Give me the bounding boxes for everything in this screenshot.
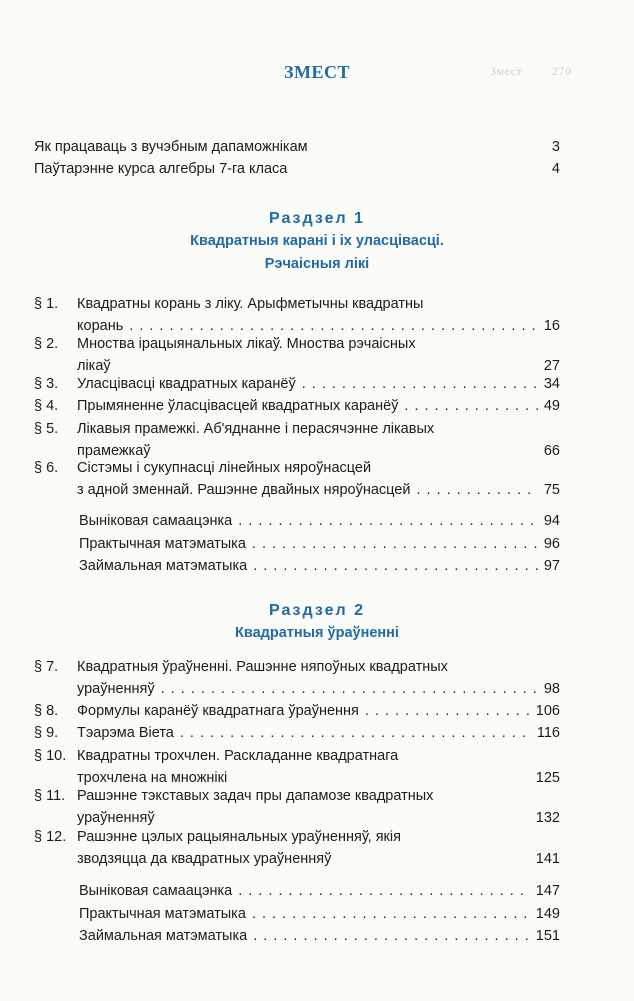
bleed-through-word: Змест: [490, 64, 523, 78]
para-number: § 1.: [34, 296, 59, 312]
section-heading: Раздзел 2: [268, 602, 365, 619]
para-number: § 3.: [34, 376, 59, 392]
section-subtitle-line: Рэчаісныя лікі: [264, 256, 370, 272]
para-number: § 9.: [34, 725, 59, 741]
entry-title-line: Квадратныя ўраўненні. Рашэнне няпоўных квадратных: [77, 659, 448, 675]
entry-title-line: трохчлена на множнікі: [77, 770, 228, 786]
page-title: [0, 62, 634, 83]
entry-title: Практычная матэматыка: [79, 536, 246, 552]
entry-title-line: Рашэнне тэкставых задач пры дапамозе квадратных: [77, 788, 434, 804]
entry-page: 49: [543, 398, 560, 414]
entry-title-line: зводзяцца да квадратных ураўненняў: [77, 851, 332, 867]
entry-title-line: Лікавыя прамежкі. Аб'яднанне і перасячэнне лікавых: [77, 421, 435, 437]
title-text: ЗМЕСТ: [283, 62, 350, 82]
entry-title: Займальная матэматыка: [79, 928, 248, 944]
entry-title: Выніковая самаацэнка: [79, 513, 233, 529]
section-2-heading: [0, 599, 634, 645]
para-number: § 6.: [34, 460, 59, 476]
entry-page: 132: [535, 810, 560, 826]
entry-page: 34: [543, 376, 560, 392]
entry-page: 98: [543, 681, 560, 697]
entry-title-line: Тэарэма Віета: [77, 725, 174, 741]
entry-page: 125: [535, 770, 560, 786]
para-number: § 12.: [34, 829, 67, 845]
entry-title: Практычная матэматыка: [79, 906, 246, 922]
entry-title: Паўтарэнне курса алгебры 7-га класа: [34, 161, 288, 177]
para-number: § 8.: [34, 703, 59, 719]
entry-page: 66: [543, 443, 560, 459]
entry-title-line: Квадратны трохчлен. Раскладанне квадратнага: [77, 748, 399, 764]
section-1-heading: [0, 207, 634, 276]
entry-page: 4: [551, 161, 560, 177]
entry-title-line: Формулы каранёў квадратнага ўраўнення: [77, 703, 359, 719]
entry-page: 151: [535, 928, 560, 944]
para-number: § 5.: [34, 421, 59, 437]
entry-page: 97: [543, 558, 560, 574]
entry-title: Выніковая самаацэнка: [79, 883, 233, 899]
entry-page: 27: [543, 358, 560, 374]
entry-title-line: корань: [77, 318, 124, 334]
entry-title-line: ураўненняў: [77, 681, 155, 697]
entry-page: 141: [535, 851, 560, 867]
para-number: § 4.: [34, 398, 59, 414]
entry-title-line: Рашэнне цэлых рацыянальных ураўненняў, якія: [77, 829, 401, 845]
entry-page: 116: [536, 725, 560, 741]
entry-page: 3: [551, 139, 560, 155]
entry-title-line: лікаў: [77, 358, 111, 374]
entry-title-line: Квадратны корань з ліку. Арыфметычны квадратны: [77, 296, 424, 312]
section-heading: Раздзел 1: [268, 210, 365, 227]
para-number: § 2.: [34, 336, 59, 352]
entry-title-line: ураўненняў: [77, 810, 155, 826]
entry-title-line: Сістэмы і сукупнасці лінейных няроўнасцей: [77, 460, 372, 476]
bleed-through-page-number: 270: [552, 64, 572, 78]
para-number: § 10.: [34, 748, 67, 764]
entry-title-line: прамежкаў: [77, 443, 151, 459]
entry-title-line: Прымяненне ўласцівасцей квадратных каранёў: [77, 398, 399, 414]
entry-title-line: Мноства ірацыянальных лікаў. Мноства рэчаісных: [77, 336, 416, 352]
para-number: § 11.: [34, 788, 66, 804]
entry-page: 75: [543, 482, 560, 498]
section-subtitle-line: Квадратныя ўраўненні: [235, 625, 399, 641]
entry-title: Займальная матэматыка: [79, 558, 248, 574]
entry-page: 147: [535, 883, 560, 899]
entry-page: 94: [543, 513, 560, 529]
entry-title-line: з адной зменнай. Рашэнне двайных няроўнасцей: [77, 482, 411, 498]
entry-title: Як працаваць з вучэбным дапаможнікам: [34, 139, 308, 155]
entry-title-line: Уласцівасці квадратных каранёў: [77, 376, 296, 392]
entry-page: 96: [543, 536, 560, 552]
para-number: § 7.: [34, 659, 59, 675]
entry-page: 149: [535, 906, 560, 922]
section-subtitle-line: Квадратныя карані і іх уласцівасці.: [190, 233, 444, 249]
entry-page: 106: [535, 703, 560, 719]
entry-page: 16: [543, 318, 560, 334]
